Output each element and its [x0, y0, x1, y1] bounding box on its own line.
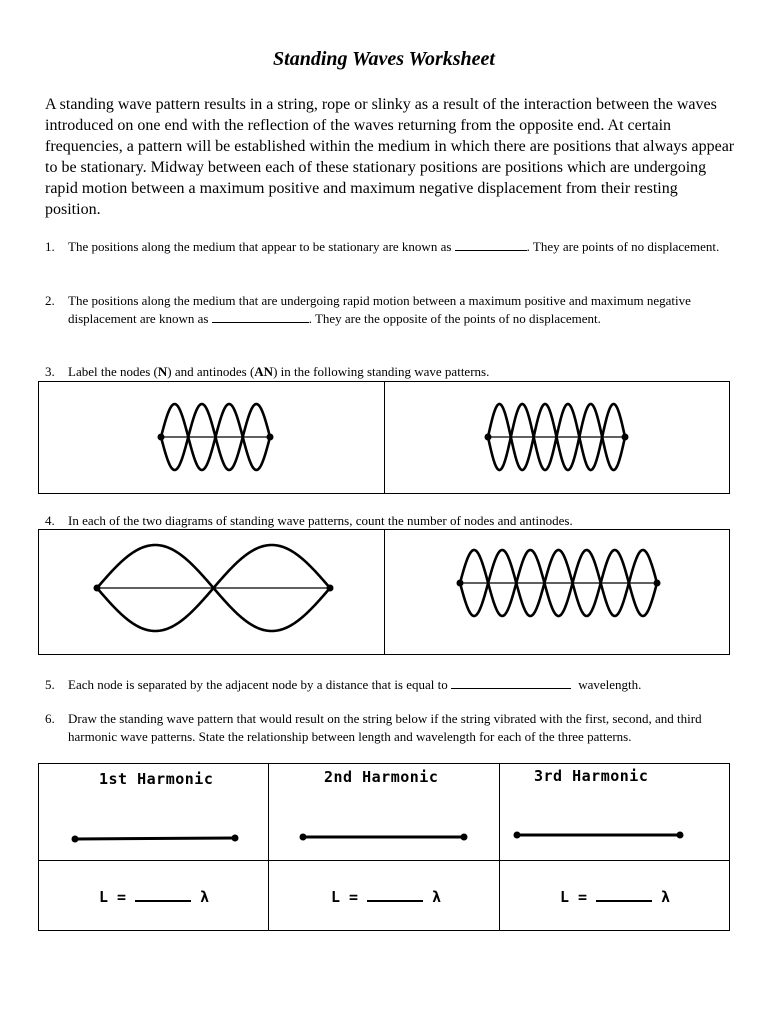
- question-text: ) and antinodes (: [167, 364, 255, 379]
- question-number: 1.: [45, 239, 55, 254]
- q3-diagram-table: [38, 381, 730, 494]
- harmonic-1-equation: [99, 888, 209, 906]
- intro-paragraph: A standing wave pattern results in a string, rope or slinky as a result of the interaction between the waves introduced on one end with the reflection of the waves returning from the opposite end. At certain frequencies, a pattern will be established within the medium in which there are positions that always appear to be stationary. Midway between each of these stationary positions are positions which are undergoing rapid motion between a maximum positive and maximum negative displacement from their resting position.: [45, 96, 735, 218]
- harmonic-3-equation: [560, 888, 670, 906]
- question-4: [45, 512, 735, 530]
- string-1[interactable]: [72, 835, 239, 843]
- harmonic-2-label: 2nd Harmonic: [324, 768, 439, 786]
- harmonic-1-label: 1st Harmonic: [99, 770, 214, 788]
- equation-left: L =: [560, 888, 588, 906]
- harmonics-table: [38, 763, 730, 931]
- question-text: Draw the standing wave pattern that would result on the string below if the string vibrated with the first, second, and third harmonic wave patterns. State the relationship between length and wavelength for each of the three patterns.: [68, 711, 702, 744]
- question-text: The positions along the medium that are undergoing rapid motion between a maximum positive and maximum negative displacement are known as: [68, 293, 691, 326]
- answer-blank[interactable]: [455, 250, 527, 251]
- question-1: [45, 238, 735, 256]
- node-abbrev: N: [157, 364, 168, 379]
- answer-blank[interactable]: [367, 888, 423, 902]
- standing-wave-4-loops: [158, 404, 274, 470]
- question-number: 6.: [45, 711, 55, 726]
- question-text: Each node is separated by the adjacent node by a distance that is equal to: [68, 677, 451, 692]
- standing-wave-7-loops: [457, 550, 661, 616]
- q3-wave-diagrams: [39, 382, 729, 493]
- harmonic-2-equation: [331, 888, 441, 906]
- lambda-symbol: λ: [200, 888, 210, 906]
- question-number: 5.: [45, 677, 55, 692]
- question-6: [45, 710, 735, 746]
- standing-wave-2-loops: [94, 545, 334, 631]
- question-number: 2.: [45, 293, 55, 308]
- question-text: ) in the following standing wave patterns.: [273, 364, 490, 379]
- equation-left: L =: [99, 888, 127, 906]
- q4-wave-diagrams: [39, 530, 729, 654]
- answer-blank[interactable]: [212, 322, 309, 323]
- string-2[interactable]: [300, 834, 468, 841]
- antinode-abbrev: AN: [254, 364, 274, 379]
- harmonic-3-label: 3rd Harmonic: [534, 767, 649, 785]
- page-title: Standing Waves Worksheet: [273, 48, 495, 70]
- lambda-symbol: λ: [432, 888, 442, 906]
- question-5: [45, 676, 735, 694]
- question-text: wavelength.: [575, 677, 642, 692]
- question-number: 3.: [45, 364, 55, 379]
- question-3: [45, 363, 735, 381]
- answer-blank[interactable]: [451, 688, 571, 689]
- answer-blank[interactable]: [135, 888, 191, 902]
- lambda-symbol: λ: [661, 888, 671, 906]
- question-number: 4.: [45, 513, 55, 528]
- question-text: . They are the opposite of the points of no displacement.: [308, 311, 601, 326]
- question-text: Label the nodes (: [68, 364, 158, 379]
- q4-diagram-table: [38, 529, 730, 655]
- standing-wave-6-loops: [485, 404, 629, 470]
- equation-left: L =: [331, 888, 359, 906]
- string-3[interactable]: [514, 832, 684, 839]
- question-text: In each of the two diagrams of standing wave patterns, count the number of nodes and antinodes.: [68, 513, 573, 528]
- answer-blank[interactable]: [596, 888, 652, 902]
- question-text: . They are points of no displacement.: [526, 239, 720, 254]
- question-2: [45, 292, 735, 328]
- question-text: The positions along the medium that appear to be stationary are known as: [68, 239, 455, 254]
